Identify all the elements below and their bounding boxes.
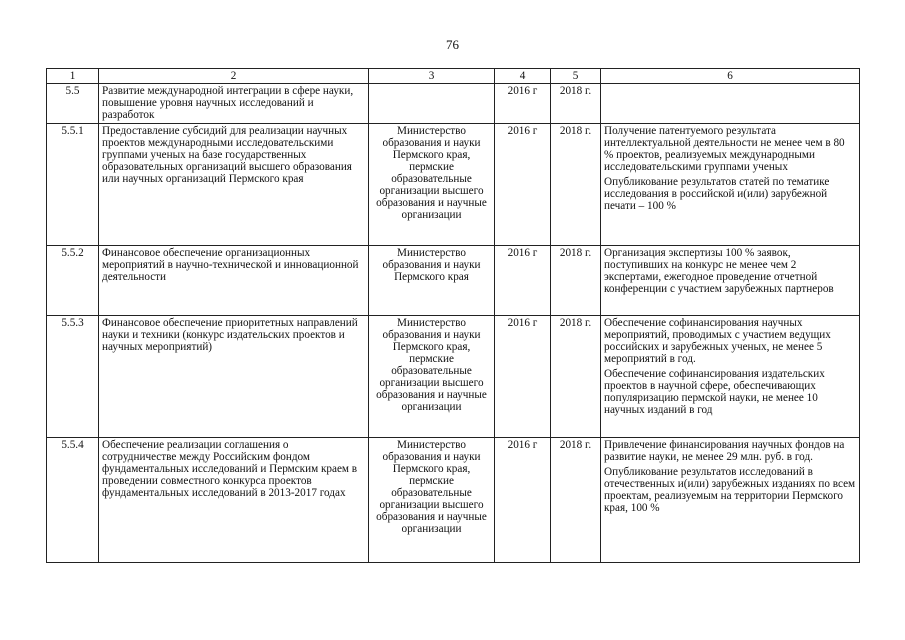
item-results (601, 84, 860, 124)
result-text: Привлечение финансирования научных фондов на развитие науки, не менее 29 млн. руб. в год. (604, 439, 845, 463)
item-name: Развитие международной интеграции в сфере науки, повышение уровня научных исследований и разработок (99, 84, 369, 124)
header-row (47, 69, 860, 84)
item-number: 5.5.3 (47, 316, 99, 438)
result-text: Обеспечение софинансирования научных мероприятий, проводимых с участием ведущих российских и зарубежных ученых, не менее 5 мероприятий в год. (604, 317, 831, 365)
result-text: Организация экспертизы 100 % заявок, поступивших на конкурс не менее чем 2 экспертами, ежегодное проведение отчетной конференции с участием зарубежных партнеров (604, 247, 834, 295)
table-row (47, 124, 860, 246)
item-name: Предоставление субсидий для реализации научных проектов международными исследовательскими группами ученых на базе государственных образовательных организаций высшего образования или научных организаций Пермского края (99, 124, 369, 246)
item-start-year: 2016 г (495, 316, 551, 438)
item-end-year: 2018 г. (551, 246, 601, 316)
item-name: Обеспечение реализации соглашения о сотрудничестве между Российским фондом фундаментальных исследований и Пермским краем в проведении совместного конкурса проектов фундаментальных исследований в 2013-2017 годах (99, 438, 369, 563)
item-number: 5.5.1 (47, 124, 99, 246)
item-end-year: 2018 г. (551, 438, 601, 563)
item-results (601, 124, 860, 246)
item-end-year: 2018 г. (551, 316, 601, 438)
result-text: Опубликование результатов исследований в отечественных и(или) зарубежных изданиях по всем проектам, реализуемым на территории Пермского края, 100 % (604, 466, 856, 514)
item-number: 5.5.2 (47, 246, 99, 316)
result-text: Получение патентуемого результата интеллектуальной деятельности не менее чем в 80 % проектов, реализуемых международными исследовательскими группами ученых (604, 125, 845, 173)
item-start-year: 2016 г (495, 246, 551, 316)
item-start-year: 2016 г (495, 84, 551, 124)
page-number: 76 (446, 37, 459, 52)
item-executor (369, 84, 495, 124)
item-name: Финансовое обеспечение приоритетных направлений науки и техники (конкурс издательских проектов и научных мероприятий) (99, 316, 369, 438)
item-executor: Министерство образования и науки Пермского края, пермские образовательные организации высшего образования и научные организации (369, 438, 495, 563)
column-header: 3 (369, 69, 495, 84)
item-executor: Министерство образования и науки Пермского края, пермские образовательные организации высшего образования и научные организации (369, 316, 495, 438)
item-start-year: 2016 г (495, 438, 551, 563)
result-text: Обеспечение софинансирования издательских проектов в научной сфере, обеспечивающих популяризацию пермской науки, не менее 10 научных изданий в год (604, 368, 825, 416)
column-header: 5 (551, 69, 601, 84)
item-start-year: 2016 г (495, 124, 551, 246)
item-end-year: 2018 г. (551, 84, 601, 124)
item-results (601, 438, 860, 563)
table-row (47, 84, 860, 124)
column-header: 6 (601, 69, 860, 84)
item-number: 5.5.4 (47, 438, 99, 563)
column-header: 4 (495, 69, 551, 84)
item-executor: Министерство образования и науки Пермского края, пермские образовательные организации высшего образования и научные организации (369, 124, 495, 246)
item-end-year: 2018 г. (551, 124, 601, 246)
item-executor: Министерство образования и науки Пермского края (369, 246, 495, 316)
column-header: 1 (47, 69, 99, 84)
table-row (47, 316, 860, 438)
table-row (47, 246, 860, 316)
program-measures-table (46, 68, 860, 563)
result-text: Опубликование результатов статей по тематике исследования в российской и(или) зарубежной печати – 100 % (604, 176, 830, 212)
item-results (601, 246, 860, 316)
item-name: Финансовое обеспечение организационных мероприятий в научно-технической и инновационной деятельности (99, 246, 369, 316)
item-number: 5.5 (47, 84, 99, 124)
column-header: 2 (99, 69, 369, 84)
item-results (601, 316, 860, 438)
table-row (47, 438, 860, 563)
